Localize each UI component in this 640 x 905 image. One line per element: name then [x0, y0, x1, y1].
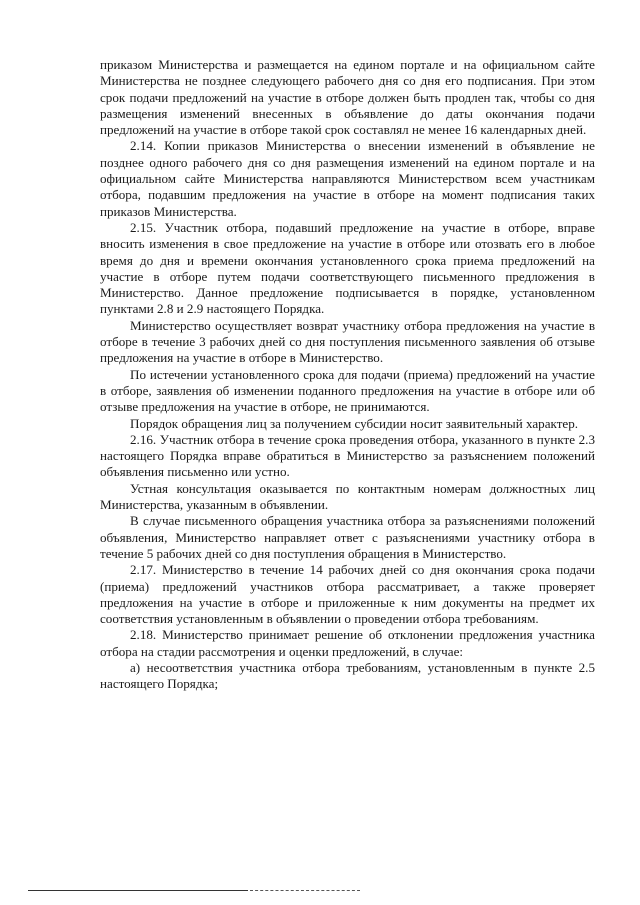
- paragraph-2-15: 2.15. Участник отбора, подавший предложение на участие в отборе, вправе вносить изменения в свое предложение на участие в отборе или отозвать его в любое время до дня и времени окончания установленного срока приема предложений на участие в отборе путем подачи соответствующего письменного предложения в Министерство. Данное предложение подписывается в порядке, установленном пунктами 2.8 и 2.9 настоящего Порядка.: [100, 219, 595, 317]
- document-page: [100, 57, 595, 693]
- paragraph-2-18-a: а) несоответствия участника отбора требованиям, установленным в пункте 2.5 настоящего Порядка;: [100, 659, 595, 692]
- footer-rule: [28, 890, 248, 891]
- paragraph-2-18: 2.18. Министерство принимает решение об отклонении предложения участника отбора на стадии рассмотрения и оценки предложений, в случае:: [100, 627, 595, 659]
- paragraph-procedure: Порядок обращения лиц за получением субсидии носит заявительный характер.: [130, 415, 579, 431]
- paragraph-2-14: 2.14. Копии приказов Министерства о внесении изменений в объявление не позднее одного рабочего дня со дня размещения изменений на едином портале и на официальном сайте Министерства направляются Министерством всем участникам отбора, подавшим предложения на участие в отборе на момент подписания таких приказов Министерства.: [100, 138, 595, 219]
- paragraph-2-16: 2.16. Участник отбора в течение срока проведения отбора, указанного в пункте 2.3 настоящего Порядка вправе обратиться в Министерство за разъяснением положений объявления письменно или устно.: [100, 431, 595, 480]
- paragraph-written-request: В случае письменного обращения участника отбора за разъяснениями положений объявления, Министерство направляет ответ с разъяснениями участнику отбора в течение 5 рабочих дней со дня поступления обращения в Министерство.: [100, 513, 595, 561]
- paragraph-expiry: По истечении установленного срока для подачи (приема) предложений на участие в отборе, заявления об изменении поданного предложения на участие в отборе или об отзыве предложения на участие в отборе, не принимаются.: [100, 366, 595, 415]
- paragraph-return: Министерство осуществляет возврат участнику отбора предложения на участие в отборе в течение 3 рабочих дней со дня поступления письменного заявления об отзыве предложения на участие в отборе в Министерство.: [100, 317, 595, 366]
- paragraph-0: приказом Министерства и размещается на едином портале и на официальном сайте Министерства не позднее следующего рабочего дня со дня его подписания. При этом срок подачи предложений на участие в отборе должен быть продлен так, чтобы со дня размещения изменений внесенных в объявление до даты окончания подачи предложений на участие в отборе такой срок составлял не менее 16 календарных дней.: [100, 57, 595, 138]
- paragraph-2-17: 2.17. Министерство в течение 14 рабочих дней со дня окончания срока подачи (приема) предложений участников отбора рассматривает, а также проверяет предложения на участие в отборе и приложенные к ним документы на предмет их соответствия установленным в объявлении о проведении отбора требованиям.: [100, 562, 595, 627]
- footer-rule-dashed: [250, 890, 360, 891]
- paragraph-oral-consultation: Устная консультация оказывается по контактным номерам должностных лиц Министерства, указанным в объявлении.: [100, 480, 595, 513]
